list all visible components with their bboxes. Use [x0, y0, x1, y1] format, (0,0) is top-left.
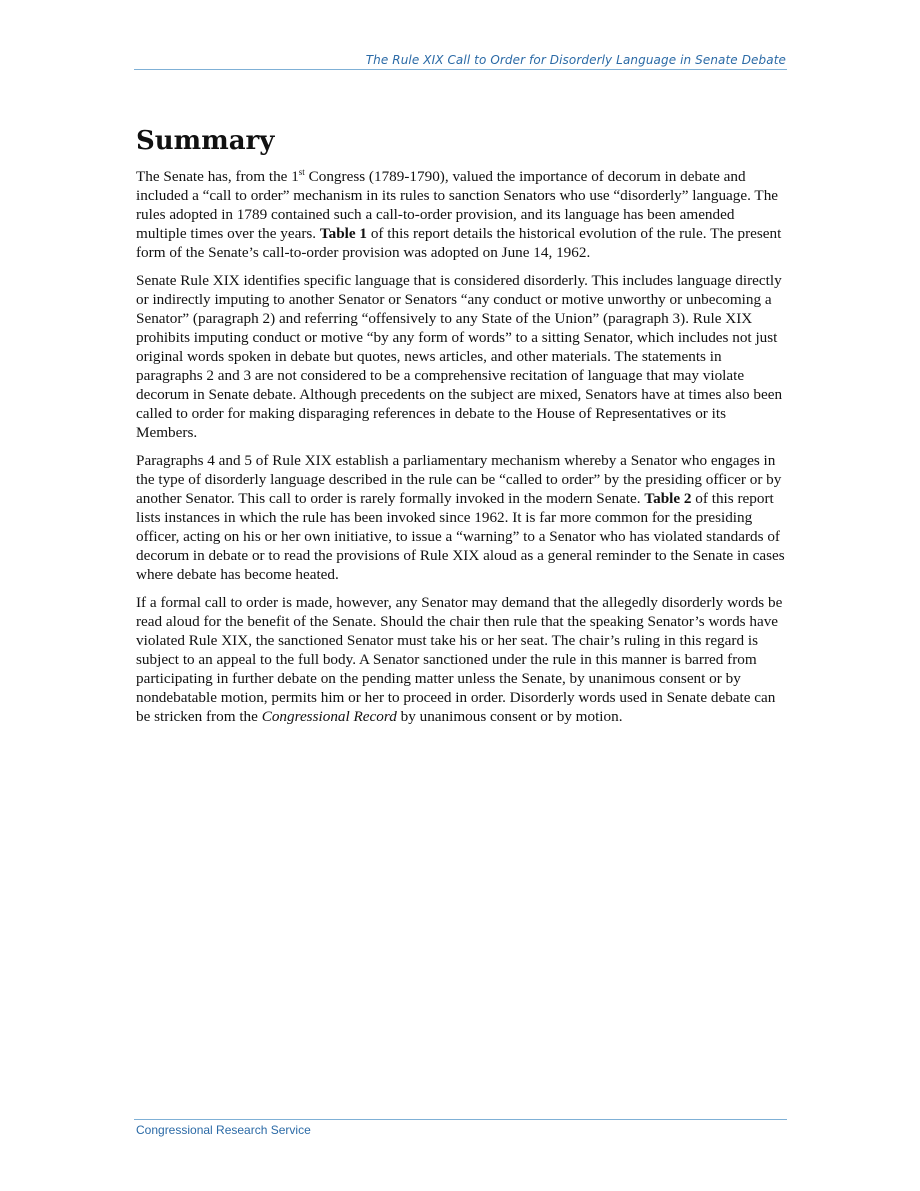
footer-org: Congressional Research Service [136, 1123, 311, 1137]
running-header: The Rule XIX Call to Order for Disorderly Language in Senate Debate [365, 53, 786, 67]
summary-paragraph-4 [136, 593, 788, 726]
paragraph-text: Paragraphs 4 and 5 of Rule XIX establish a parliamentary mechanism whereby a Senator who engages in the type of disorderly language described in the rule can be “called to order” by the presiding officer or by another Senator. This call to order is rarely formally invoked in the modern Senate. [136, 452, 782, 507]
header-divider [134, 69, 787, 70]
summary-paragraph-1 [136, 167, 788, 262]
paragraph-text: If a formal call to order is made, however, any Senator may demand that the allegedly disorderly words be read aloud for the benefit of the Senate. Should the chair then rule that the speaking Senator’s words have violated Rule XIX, the sanctioned Senator must take his or her seat. The chair’s ruling in this regard is subject to an appeal to the full body. A Senator sanctioned under the rule in this manner is barred from participating in further debate on the pending matter unless the Senate, by unanimous consent or by nondebatable motion, permits him or her to proceed in order. Disorderly words used in Senate debate can be stricken from the [136, 594, 783, 725]
ordinal-superscript: st [298, 166, 305, 177]
summary-paragraph-2: Senate Rule XIX identifies specific language that is considered disorderly. This includes language directly or indirectly imputing to another Senator or Senators “any conduct or motive unworthy or unbecoming a Senator” (paragraph 2) and referring “offensively to any State of the Union” (paragraph 3). Rule XIX prohibits imputing conduct or motive “by any form of words” to a sitting Senator, which includes not just original words spoken in debate but quotes, news articles, and other materials. The statements in paragraphs 2 and 3 are not considered to be a comprehensive recitation of language that may violate decorum in Senate debate. Although precedents on the subject are mixed, Senators have at times also been called to order for making disparaging references in debate to the House of Representatives or its Members. [136, 272, 783, 441]
summary-section [136, 124, 788, 735]
footer-divider [134, 1119, 787, 1120]
table-2-reference: Table 2 [644, 490, 692, 507]
congressional-record-title: Congressional Record [261, 708, 397, 725]
paragraph-text: Congress (1789-1790), valued the importance of decorum in debate and included a “call to order” mechanism in its rules to sanction Senators who use “disorderly” language. The rules adopted in 1789 contained such a call-to-order provision, and its language has been amended multiple times over the years. [136, 168, 779, 242]
paragraph-text: by unanimous consent or by motion. [396, 708, 623, 725]
section-heading: Summary [136, 126, 275, 156]
summary-paragraph-3 [136, 451, 788, 584]
paragraph-text: The Senate has, from the 1 [136, 168, 299, 185]
table-1-reference: Table 1 [319, 225, 368, 242]
paragraph-text: of this report details the historical evolution of the rule. The present form of the Senate’s call-to-order provision was adopted on June 14, 1962. [136, 225, 782, 261]
paragraph-text: of this report lists instances in which the rule has been invoked since 1962. It is far more common for the presiding officer, acting on his or her own initiative, to issue a “warning” to a Senator who has violated standards of decorum in debate or to read the provisions of Rule XIX aloud as a general reminder to the Senate in cases where debate has become heated. [136, 490, 785, 583]
